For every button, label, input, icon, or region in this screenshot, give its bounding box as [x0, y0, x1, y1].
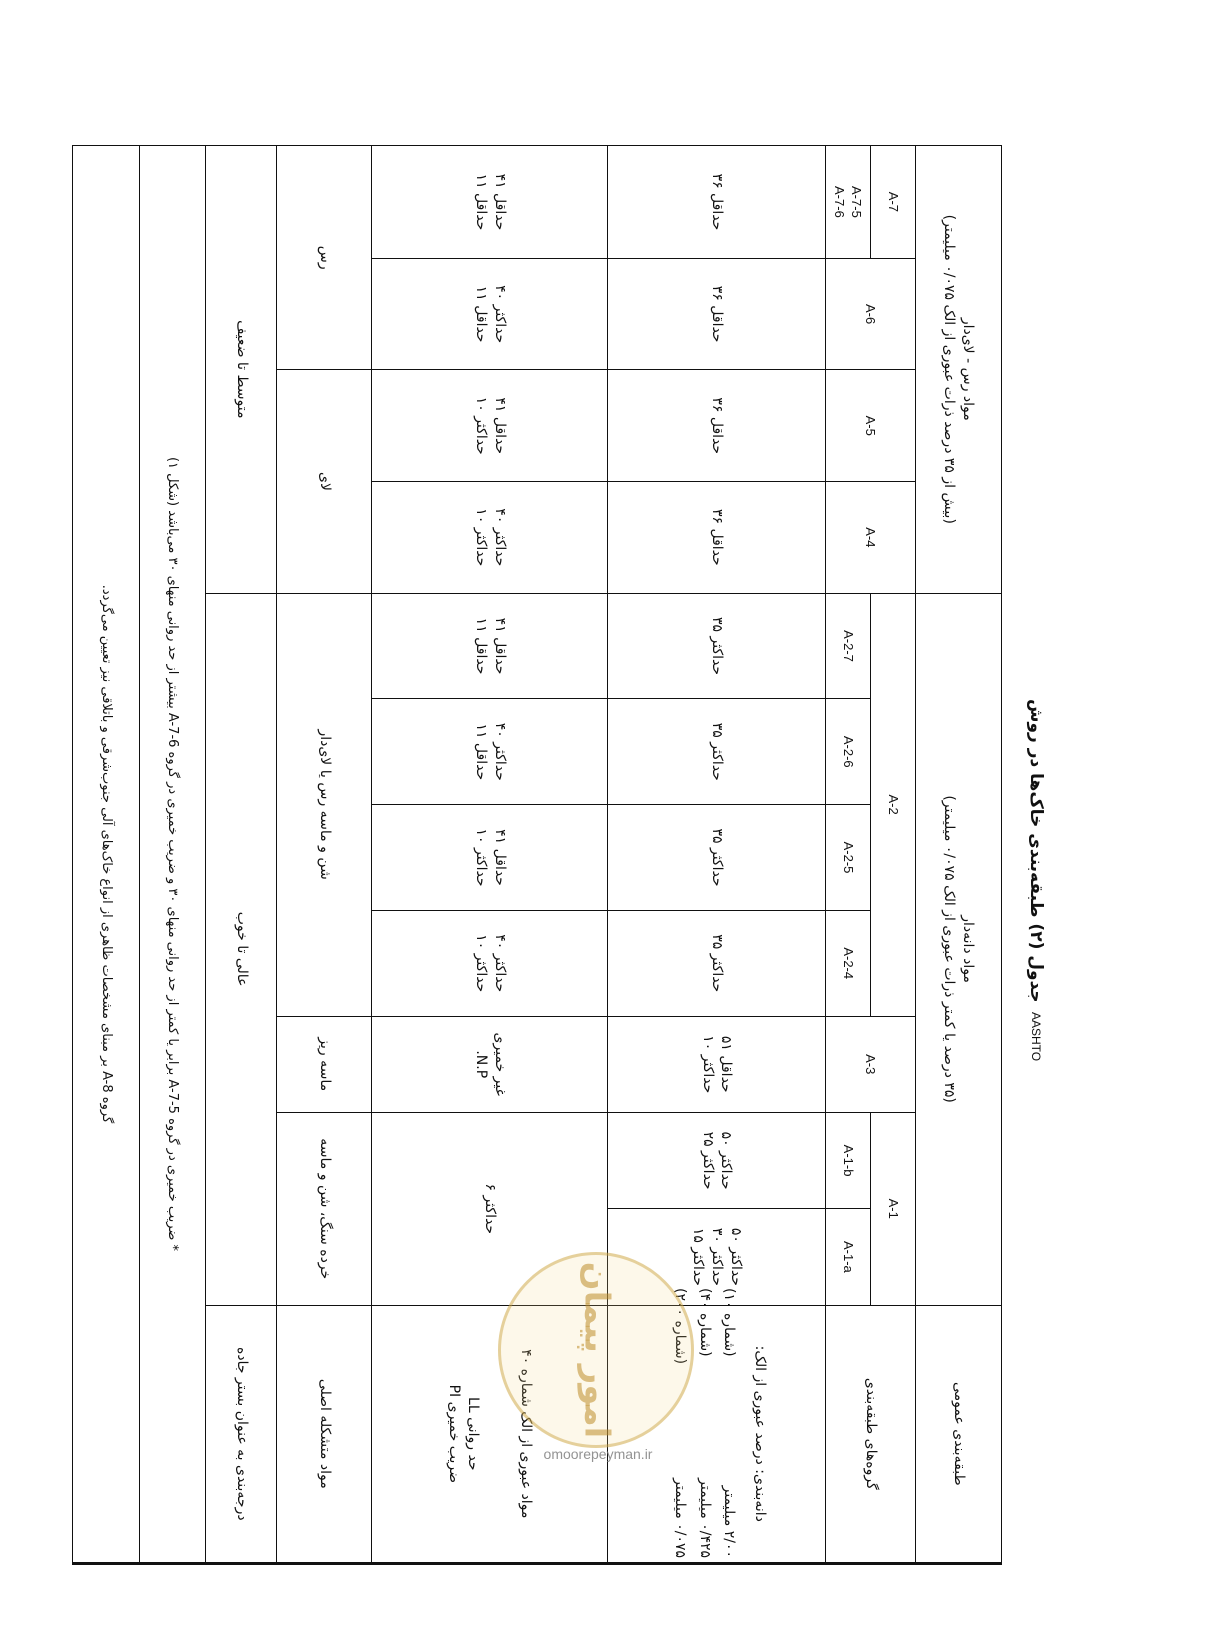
group-a4: A-4: [825, 482, 915, 594]
caption-title: جدول (۲) طبقه‌بندی خاک‌ها در روش: [1026, 698, 1046, 1003]
note-row-1: [139, 146, 206, 1564]
fines-a-5: [371, 370, 608, 482]
materials-clay: رس: [277, 146, 372, 370]
ll-value: حداکثر ۴۰: [491, 285, 508, 344]
subgroup-a-7-6: A-7-6: [831, 186, 847, 218]
group-a5: A-5: [825, 370, 915, 482]
pi-value: حداقل ۱۱: [472, 285, 489, 343]
pi-value: حداکثر ۱۰: [472, 508, 489, 567]
sieve-no-10: (شماره ۱۰): [721, 1288, 738, 1357]
silt-clay-note: (بیش از ۳۵ درصد ذرات عبوری از الک ۰/۰۷۵ میلیمتر): [941, 214, 958, 524]
rating-row: [206, 146, 277, 1564]
materials-silt: لای: [277, 370, 372, 593]
sieve-values-a-2-7: حداکثر ۳۵: [608, 593, 825, 699]
granular-label: مواد دانه‌دار: [960, 915, 977, 983]
pi-value: حداقل ۱۱: [472, 617, 489, 675]
fines-a-2-7: [371, 593, 608, 699]
granular-materials-header: [915, 593, 1001, 1305]
sieve-40-value: حداقل ۵۱: [718, 1035, 735, 1093]
ll-value: حداکثر ۴۰: [491, 722, 508, 781]
materials-row: [277, 146, 372, 1564]
rating-label: درجه‌بندی به عنوان بستر جاده: [206, 1305, 277, 1563]
sieve-values-a-2-5: حداکثر ۳۵: [608, 805, 825, 911]
sieve-values-a-2-6: حداکثر ۳۵: [608, 699, 825, 805]
ll-label: حد روانی LL: [465, 1397, 482, 1471]
table-note-2: گروه A-8 بر مبنای مشخصات ظاهری از انواع خاک‌های آلی جنوب‌شرقی و باتلاقی نیز تعیین می‌گردد.: [73, 146, 140, 1564]
fines-label-main: مواد عبوری از الک شماره ۴۰: [518, 1349, 535, 1519]
fines-a-2-5: [371, 805, 608, 911]
subgroup-a-1-a: A-1-a: [825, 1209, 870, 1305]
sieve-values-a-2-4: حداکثر ۳۵: [608, 910, 825, 1016]
ll-value: حداکثر ۴۰: [491, 934, 508, 993]
sieve-title: دانه‌بندی: درصد عبوری از الک:: [752, 1345, 769, 1522]
table-note-1: * ضریب خمیری در گروه A-7-5 برابر یا کمتر از حد روانی منهای ۳۰ و ضریب خمیری در گروه A-7-6 بیشتر از حد روانی منهای ۳۰ می‌باشد (شکل ۱): [139, 146, 206, 1564]
caption-method: AASHTO: [1029, 1012, 1043, 1062]
fines-a-7: [371, 146, 608, 259]
pi-value: حداقل ۱۱: [472, 723, 489, 781]
sieve-values-a-5: حداقل ۳۶: [608, 370, 825, 482]
silt-clay-materials-header: [915, 146, 1001, 594]
sieve-no-40: (شماره ۴۰): [696, 1288, 713, 1357]
pi-value: حداکثر ۱۰: [472, 828, 489, 887]
general-classification-label: طبقه‌بندی عمومی: [915, 1305, 1001, 1563]
rating-poor: متوسط تا ضعیف: [206, 146, 277, 594]
group-a2: A-2: [870, 593, 915, 1016]
fines-a-4: [371, 482, 608, 594]
subgroup-a-2-5: A-2-5: [825, 805, 870, 911]
header-row: [915, 146, 1001, 1564]
subgroup-a-2-7: A-2-7: [825, 593, 870, 699]
pi-label: ضریب خمیری PI: [446, 1384, 463, 1483]
watermark-logo: [498, 1252, 694, 1448]
watermark-url: omoorepeyman.ir: [543, 1446, 653, 1462]
sieve-200-value: حداکثر ۱۰: [699, 1035, 716, 1094]
subgroup-a-2-6: A-2-6: [825, 699, 870, 805]
ll-value: حداقل ۴۱: [491, 829, 508, 886]
classification-group-label: گروه‌های طبقه‌بندی: [825, 1305, 915, 1563]
granular-note: (۳۵ درصد یا کمتر ذرات عبوری از الک ۰/۰۷۵ میلیمتر): [941, 795, 958, 1103]
fines-a-6: [371, 258, 608, 370]
sieve-40-value: حداکثر ۵۰: [718, 1131, 735, 1190]
materials-a1: خرده سنگ، شن و ماسه: [277, 1112, 372, 1305]
sieve-values-a-3: [608, 1016, 825, 1112]
sieve-line-10: [720, 1288, 739, 1558]
sieve-10-value: حداکثر ۵۰: [727, 1227, 744, 1286]
sieve-size-40: ۰/۴۲۵ میلیمتر: [696, 1478, 713, 1558]
sieve-values-a-4: حداقل ۳۶: [608, 482, 825, 594]
sieve-40-value: حداکثر ۳۰: [709, 1227, 726, 1286]
watermark-brand: امور پیمان: [575, 1261, 616, 1439]
ll-value: حداقل ۴۱: [491, 617, 508, 675]
sieve-values-a-6: حداقل ۳۶: [608, 258, 825, 370]
materials-a3: ماسه ریز: [277, 1016, 372, 1112]
sieve-values-a-1-b: [608, 1112, 825, 1208]
sieve-200-value: حداکثر ۱۵: [690, 1227, 707, 1286]
materials-label: مواد متشکله اصلی: [277, 1305, 372, 1563]
note-row-2: [73, 146, 140, 1564]
group-a6: A-6: [825, 258, 915, 370]
subgroup-a-7-5: A-7-5: [849, 186, 865, 218]
pi-value: حداکثر ۱۰: [472, 396, 489, 455]
sieve-values-a-7: حداقل ۳۶: [608, 146, 825, 259]
subgroup-a-1-b: A-1-b: [825, 1112, 870, 1208]
fines-a-3: غیر خمیری N.P.: [371, 1016, 608, 1112]
subgroup-a-7-5-a-7-6: [825, 146, 870, 259]
sieve-200-value: حداکثر ۲۵: [699, 1131, 716, 1190]
fines-a-1: حداکثر ۶: [371, 1112, 608, 1305]
group-a3: A-3: [825, 1016, 915, 1112]
sieve-line-40: [695, 1288, 714, 1558]
pi-value: حداکثر ۱۰: [472, 934, 489, 993]
ll-value: حداقل ۴۱: [491, 397, 508, 455]
ll-value: حداقل ۴۱: [491, 173, 508, 231]
subgroup-a-2-4: A-2-4: [825, 910, 870, 1016]
rating-good: عالی تا خوب: [206, 593, 277, 1305]
fines-a-2-6: [371, 699, 608, 805]
pi-value: حداقل ۱۱: [472, 173, 489, 231]
sieve-no-200: (شماره ۲۰۰): [671, 1288, 688, 1365]
fines-a-2-4: [371, 910, 608, 1016]
group-a1: A-1: [870, 1112, 915, 1305]
sieve-size-10: ۲/۰۰ میلیمتر: [721, 1485, 738, 1558]
silt-clay-label: مواد رس - لای‌دار: [960, 317, 977, 421]
materials-a2: شن و ماسه رس یا لای‌دار: [277, 593, 372, 1016]
group-a7: A-7: [870, 146, 915, 259]
group-row: [870, 146, 915, 1564]
ll-value: حداکثر ۴۰: [491, 508, 508, 567]
sieve-size-200: ۰/۰۷۵ میلیمتر: [671, 1478, 688, 1558]
